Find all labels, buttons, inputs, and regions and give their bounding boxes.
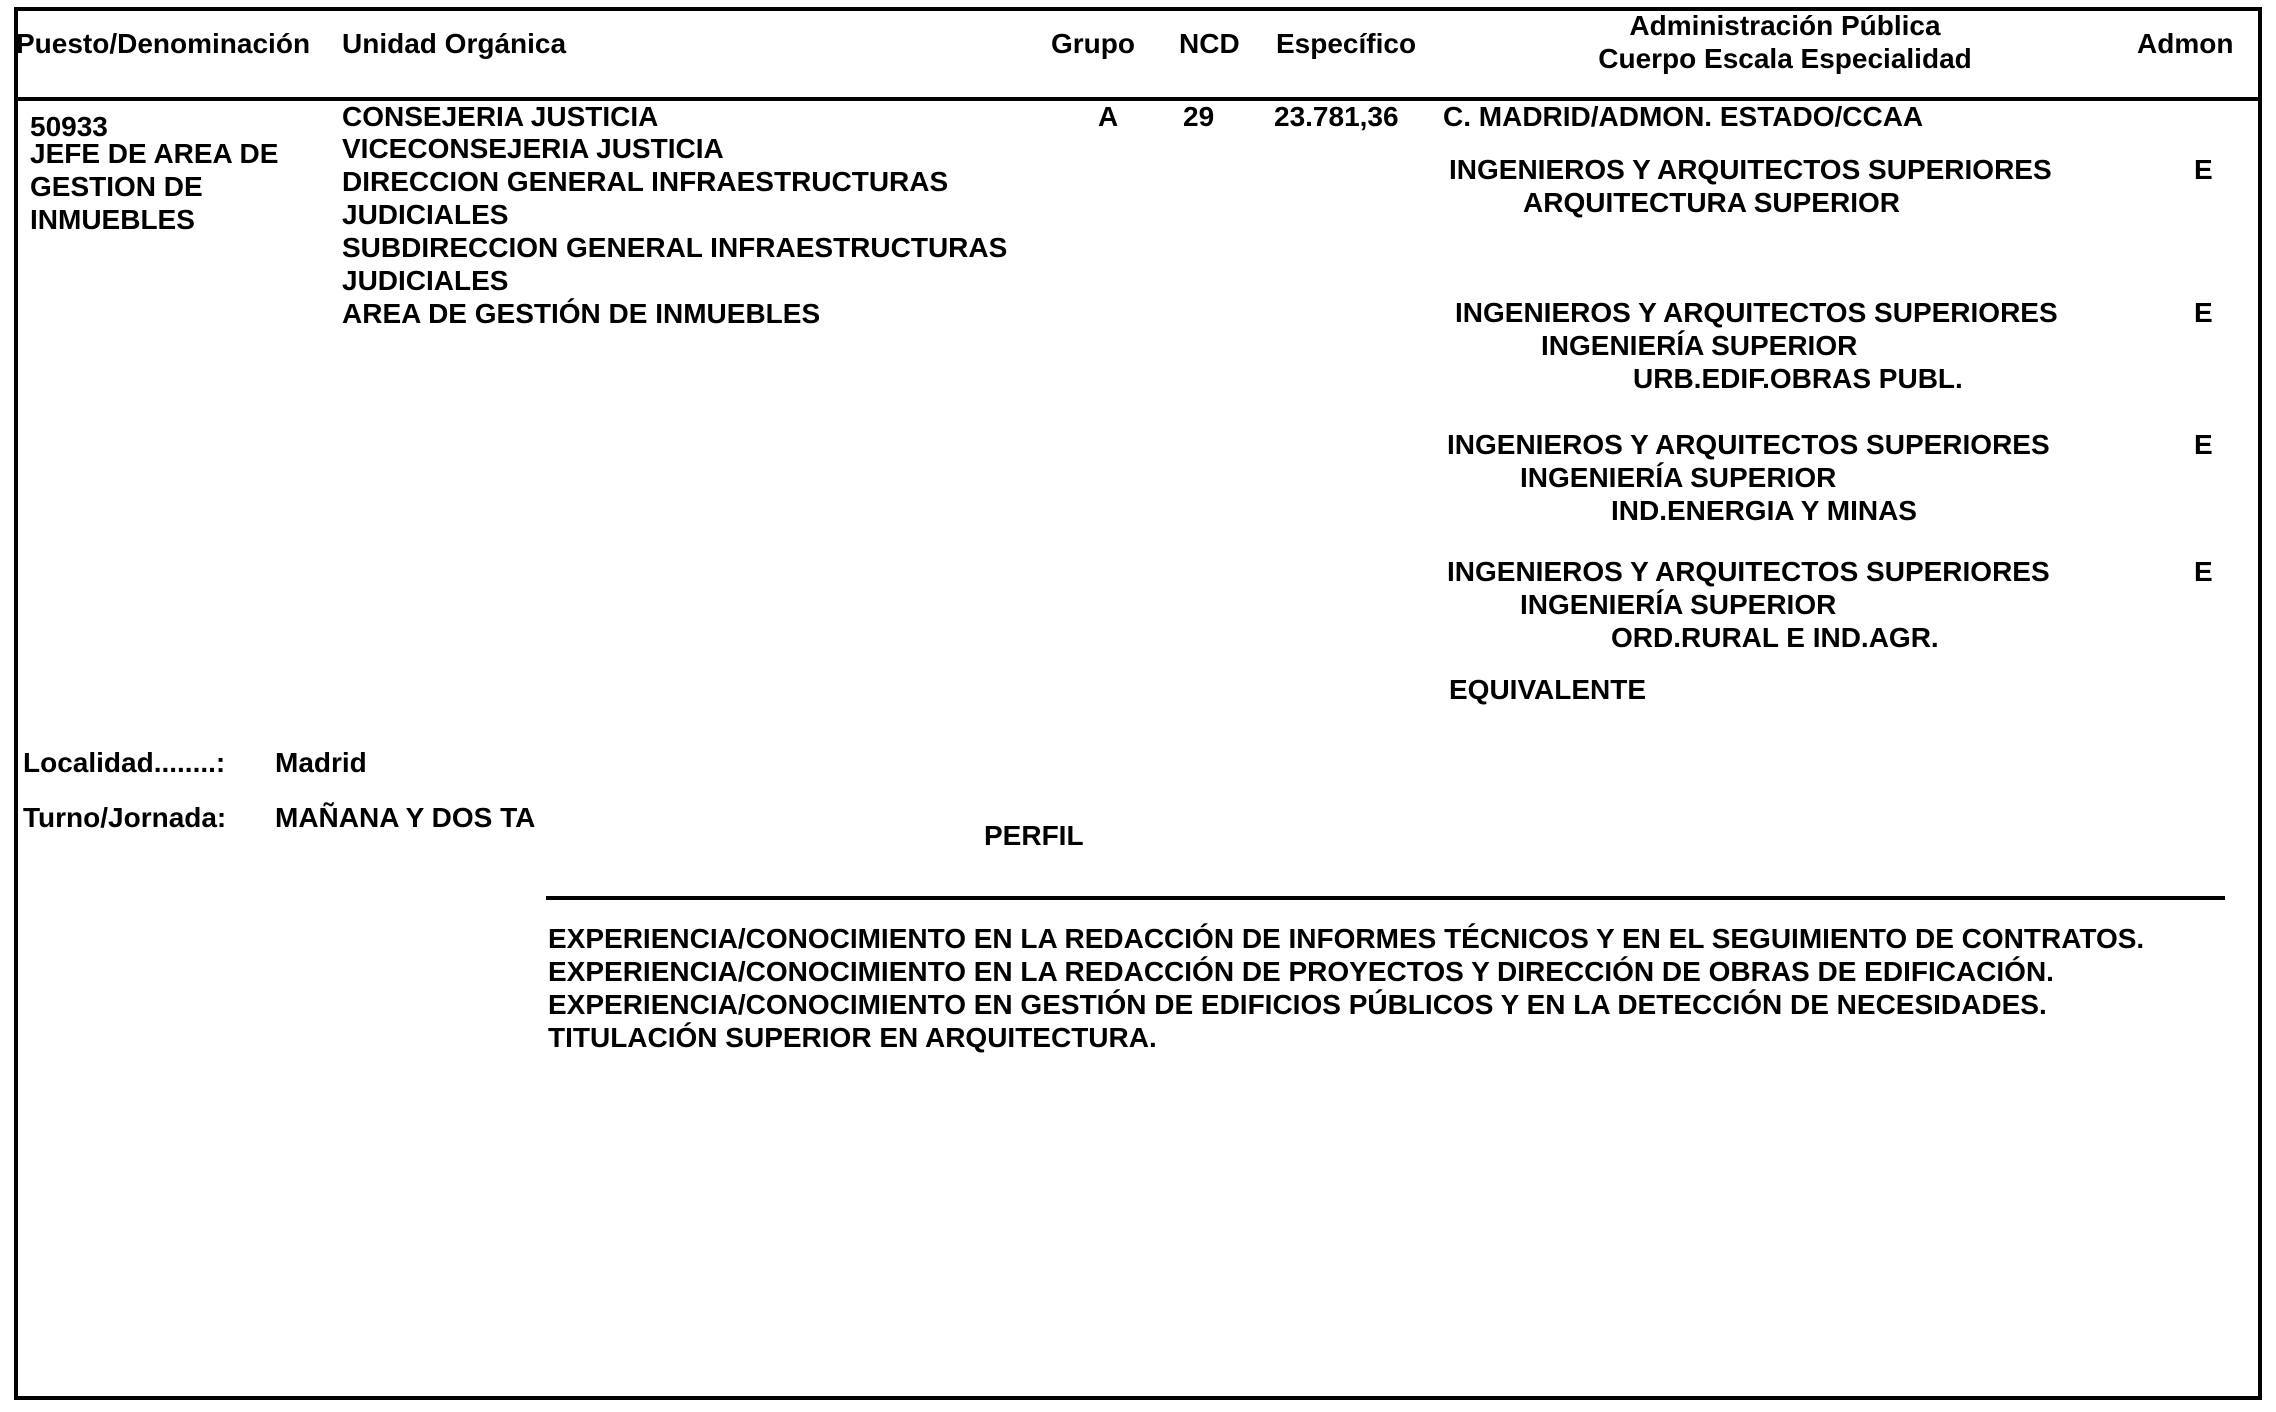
cuerpo-escala: INGENIERÍA SUPERIOR [1541,330,1858,361]
equivalente-label: EQUIVALENTE [1449,674,1647,705]
header-admin-line1: Administración Pública [1629,10,1941,41]
header-ncd: NCD [1179,28,1240,59]
turno-label: Turno/Jornada: [23,802,227,833]
cuerpo-escala: INGENIERÍA SUPERIOR [1520,462,1837,493]
ncd-value: 29 [1183,101,1215,132]
grupo-value: A [1098,101,1119,132]
perfil-title: PERFIL [984,820,1084,851]
header-especifico: Específico [1276,28,1417,59]
perfil-line: EXPERIENCIA/CONOCIMIENTO EN LA REDACCIÓN DE PROYECTOS Y DIRECCIÓN DE OBRAS DE EDIFICACIÓN. [548,956,2054,987]
unidad-line: JUDICIALES [342,199,509,230]
puesto-code: 50933 [30,111,108,142]
cuerpo-name: INGENIEROS Y ARQUITECTOS SUPERIORES [1455,297,2058,328]
header-puesto: Puesto/Denominación [16,28,311,59]
cuerpo-admon: E [2194,429,2213,460]
unidad-line: DIRECCION GENERAL INFRAESTRUCTURAS [342,166,949,197]
cuerpo-escala: ARQUITECTURA SUPERIOR [1523,187,1900,218]
cuerpo-name: INGENIEROS Y ARQUITECTOS SUPERIORES [1447,556,2050,587]
cuerpo-especialidad: URB.EDIF.OBRAS PUBL. [1633,363,1963,394]
unidad-line: AREA DE GESTIÓN DE INMUEBLES [342,298,821,329]
puesto-name-line: GESTION DE [30,171,203,202]
unidad-line: JUDICIALES [342,265,509,296]
puesto-name-line: JEFE DE AREA DE [30,138,279,169]
unidad-line: SUBDIRECCION GENERAL INFRAESTRUCTURAS [342,232,1008,263]
cuerpo-admon: E [2194,297,2213,328]
perfil-line: EXPERIENCIA/CONOCIMIENTO EN GESTIÓN DE EDIFICIOS PÚBLICOS Y EN LA DETECCIÓN DE NECESIDADES. [548,989,2047,1020]
unidad-line: CONSEJERIA JUSTICIA [342,101,659,132]
especifico-value: 23.781,36 [1274,101,1399,132]
cuerpo-admon: E [2194,556,2213,587]
cuerpo-escala: INGENIERÍA SUPERIOR [1520,589,1837,620]
perfil-line: EXPERIENCIA/CONOCIMIENTO EN LA REDACCIÓN DE INFORMES TÉCNICOS Y EN EL SEGUIMIENTO DE CONTRATOS. [548,923,2145,954]
puesto-name-line: INMUEBLES [30,204,195,235]
header-admin-line2: Cuerpo Escala Especialidad [1598,43,1972,74]
header-unidad: Unidad Orgánica [342,28,567,59]
cuerpo-name: INGENIEROS Y ARQUITECTOS SUPERIORES [1449,154,2052,185]
localidad-label: Localidad........: [23,747,226,778]
perfil-divider [546,896,2225,900]
turno-value: MAÑANA Y DOS TA [275,802,536,833]
cuerpo-especialidad: ORD.RURAL E IND.AGR. [1611,622,1939,653]
header-grupo: Grupo [1051,28,1135,59]
cuerpo-name: INGENIEROS Y ARQUITECTOS SUPERIORES [1447,429,2050,460]
header-admon: Admon [2137,28,2234,59]
localidad-value: Madrid [275,747,367,778]
cuerpo-especialidad: IND.ENERGIA Y MINAS [1611,495,1917,526]
unidad-line: VICECONSEJERIA JUSTICIA [342,133,724,164]
perfil-line: TITULACIÓN SUPERIOR EN ARQUITECTURA. [548,1022,1157,1053]
administracion-value: C. MADRID/ADMON. ESTADO/CCAA [1443,101,1924,132]
cuerpo-admon: E [2194,154,2213,185]
